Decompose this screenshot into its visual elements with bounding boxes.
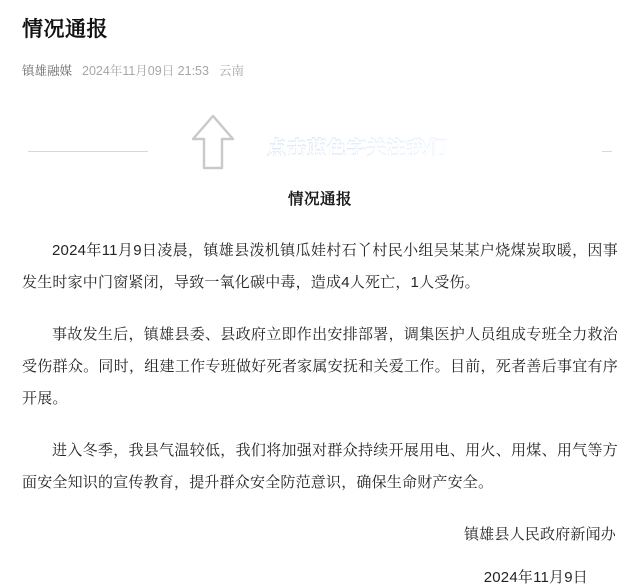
- divider-right: [602, 151, 612, 152]
- article-meta: [22, 61, 618, 79]
- document-heading: 情况通报: [287, 191, 352, 209]
- divider-left: [28, 151, 148, 152]
- meta-location: 云南: [218, 64, 244, 79]
- document-signature-date: 2024年11月9日: [483, 569, 588, 587]
- meta-datetime: 2024年11月09日 21:53: [82, 64, 209, 79]
- paragraph: 事故发生后，镇雄县委、县政府立即作出安排部署，调集医护人员组成专班全力救治受伤群众。同时，组建工作专班做好死者家属安抚和关爱工作。目前，死者善后事宜有序开展。: [22, 326, 618, 408]
- follow-banner[interactable]: [22, 105, 618, 173]
- follow-prompt-text[interactable]: 点击蓝色字关注我们: [267, 133, 447, 160]
- arrow-up-icon: [190, 113, 236, 171]
- paragraph: 2024年11月9日凌晨，镇雄县泼机镇瓜娃村石丫村民小组吴某某户烧煤炭取暖，因事发生时家中门窗紧闭，导致一氧化碳中毒，造成4人死亡，1人受伤。: [22, 242, 618, 292]
- document-signature: 镇雄县人民政府新闻办: [463, 526, 616, 544]
- meta-account-name[interactable]: 镇雄融媒: [22, 64, 73, 79]
- paragraph: 进入冬季，我县气温较低，我们将加强对群众持续开展用电、用火、用煤、用气等方面安全知识的宣传教育，提升群众安全防范意识，确保生命财产安全。: [22, 442, 618, 492]
- page-title: 情况通报: [22, 18, 108, 41]
